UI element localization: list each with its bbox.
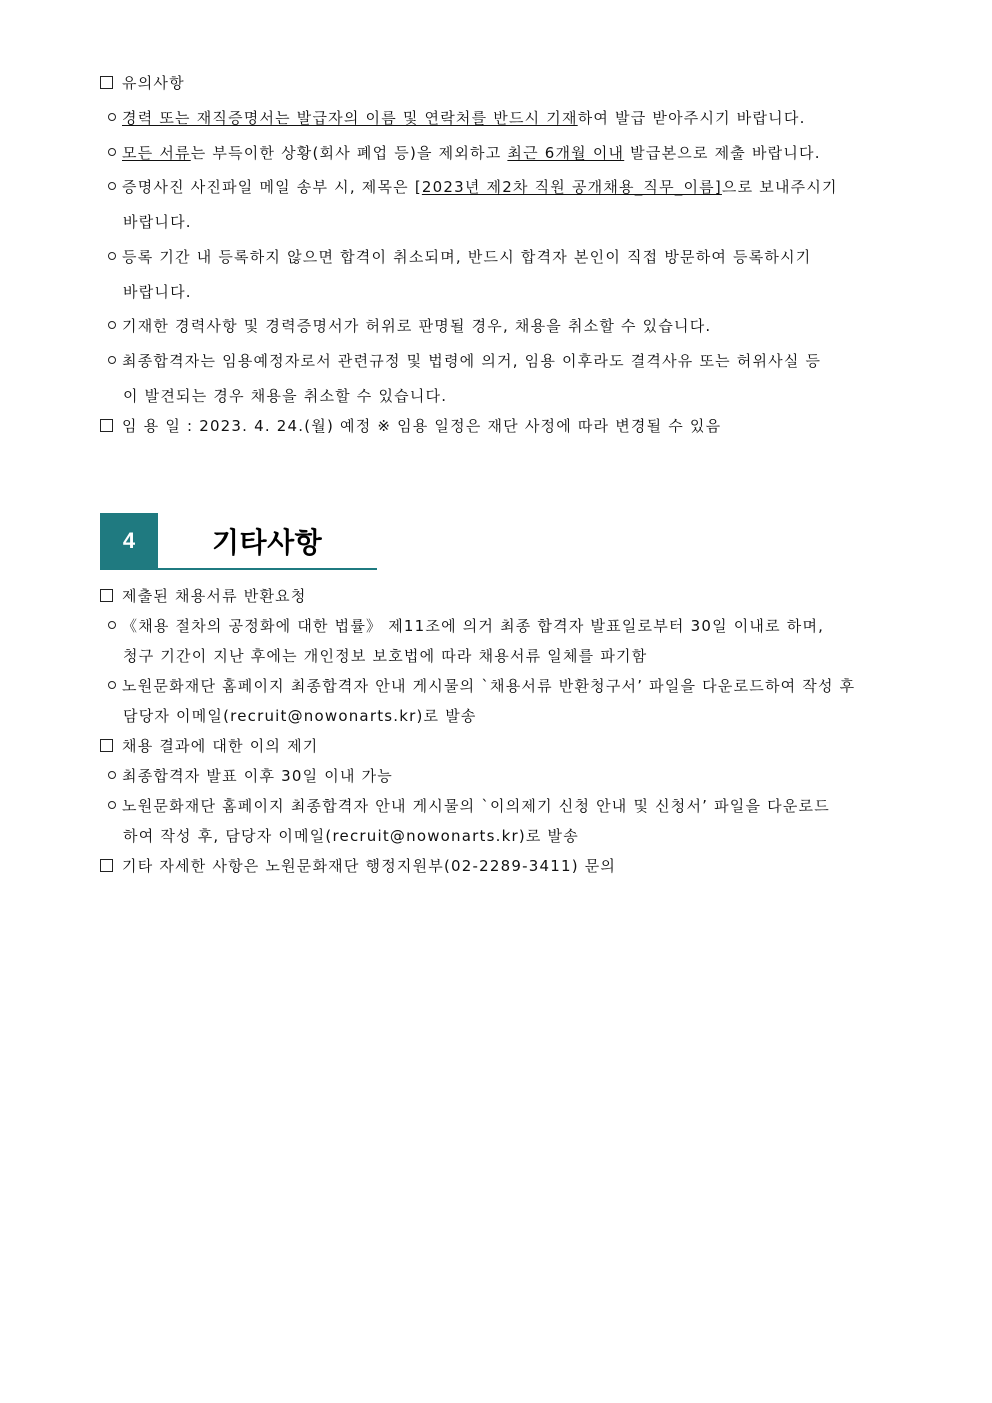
checkbox-icon — [100, 419, 113, 432]
underlined-text: 2023년 제2차 직원 공개채용_직무_이름] — [421, 178, 722, 196]
section-heading — [100, 513, 377, 570]
checkbox-icon — [100, 739, 113, 752]
bullet-text: 으로 보내주시기 — [721, 178, 838, 196]
bullet-text: 최종합격자는 임용예정자로서 관련규정 및 법령에 의거, 임용 이후라도 결격사유 또는 허위사실 등 — [122, 352, 822, 370]
notes-bullet-1 — [101, 108, 806, 128]
section-number: 4 — [100, 513, 158, 568]
return-bullet-1 — [101, 616, 824, 636]
bullet-icon — [108, 621, 116, 629]
appointment-line — [100, 416, 721, 436]
bullet-text: 발급본으로 제출 바랍니다. — [624, 144, 821, 162]
objection-bullet-1 — [101, 766, 393, 786]
checkbox-icon — [100, 589, 113, 602]
bullet-icon — [108, 681, 116, 689]
bullet-icon — [108, 321, 116, 329]
contact-text: 기타 자세한 사항은 노원문화재단 행정지원부(02-2289-3411) 문의 — [122, 857, 617, 875]
bullet-icon — [108, 252, 116, 260]
notes-header — [100, 73, 185, 93]
bullet-text: 최종합격자 발표 이후 30일 이내 가능 — [122, 767, 393, 785]
objection-bullet-2-cont: 하여 작성 후, 담당자 이메일(recruit@nowonarts.kr)로 발송 — [123, 827, 579, 845]
notes-bullet-6-cont: 이 발견되는 경우 채용을 취소할 수 있습니다. — [123, 387, 448, 405]
underlined-text: 경력 또는 재직증명서는 발급자의 이름 및 연락처를 반드시 기재 — [122, 109, 578, 127]
bullet-icon — [108, 771, 116, 779]
bullet-text: 등록 기간 내 등록하지 않으면 합격이 취소되며, 반드시 합격자 본인이 직접 방문하여 등록하시기 — [122, 248, 812, 266]
bullet-text: 증명사진 사진파일 메일 송부 시, 제목은 [ — [122, 178, 422, 196]
bullet-text: 하여 발급 받아주시기 바랍니다. — [577, 109, 806, 127]
checkbox-icon — [100, 859, 113, 872]
bullet-text: 는 부득이한 상황(회사 폐업 등)을 제외하고 — [190, 144, 508, 162]
bullet-text: 기재한 경력사항 및 경력증명서가 허위로 판명될 경우, 채용을 취소할 수 있습니다. — [122, 317, 712, 335]
objection-header — [100, 736, 318, 756]
bullet-icon — [108, 801, 116, 809]
section-title: 기타사항 — [212, 526, 323, 559]
notes-bullet-3-cont: 바랍니다. — [123, 213, 192, 231]
notes-bullet-2 — [101, 143, 821, 163]
checkbox-icon — [100, 76, 113, 89]
bullet-icon — [108, 356, 116, 364]
bullet-text: 노원문화재단 홈페이지 최종합격자 안내 게시물의 `채용서류 반환청구서’ 파일을 다운로드하여 작성 후 — [122, 677, 856, 695]
underlined-text: 최근 6개월 이내 — [507, 144, 625, 162]
bullet-icon — [108, 148, 116, 156]
bullet-icon — [108, 113, 116, 121]
contact-line — [100, 856, 616, 876]
notes-bullet-4-cont: 바랍니다. — [123, 283, 192, 301]
notes-bullet-6 — [101, 351, 821, 371]
notes-header-text: 유의사항 — [122, 74, 185, 92]
bullet-text: 《채용 절차의 공정화에 대한 법률》 제11조에 의거 최종 합격자 발표일로부터 30일 이내로 하며, — [122, 617, 825, 635]
return-bullet-1-cont: 청구 기간이 지난 후에는 개인정보 보호법에 따라 채용서류 일체를 파기함 — [123, 647, 648, 665]
appointment-text: 임 용 일 : 2023. 4. 24.(월) 예정 ※ 임용 일정은 재단 사정에 따라 변경될 수 있음 — [122, 417, 722, 435]
return-bullet-2 — [101, 676, 855, 696]
return-header-text: 제출된 채용서류 반환요청 — [122, 587, 307, 605]
return-bullet-2-cont: 담당자 이메일(recruit@nowonarts.kr)로 발송 — [123, 707, 477, 725]
section-rule — [100, 568, 377, 570]
notes-bullet-5 — [101, 316, 711, 336]
notes-bullet-4 — [101, 247, 812, 267]
bullet-text: 노원문화재단 홈페이지 최종합격자 안내 게시물의 `이의제기 신청 안내 및 신청서’ 파일을 다운로드 — [122, 797, 830, 815]
objection-header-text: 채용 결과에 대한 이의 제기 — [122, 737, 319, 755]
underlined-text: 모든 서류 — [122, 144, 191, 162]
objection-bullet-2 — [101, 796, 830, 816]
bullet-icon — [108, 182, 116, 190]
notes-bullet-3 — [101, 177, 838, 197]
return-header — [100, 586, 307, 606]
